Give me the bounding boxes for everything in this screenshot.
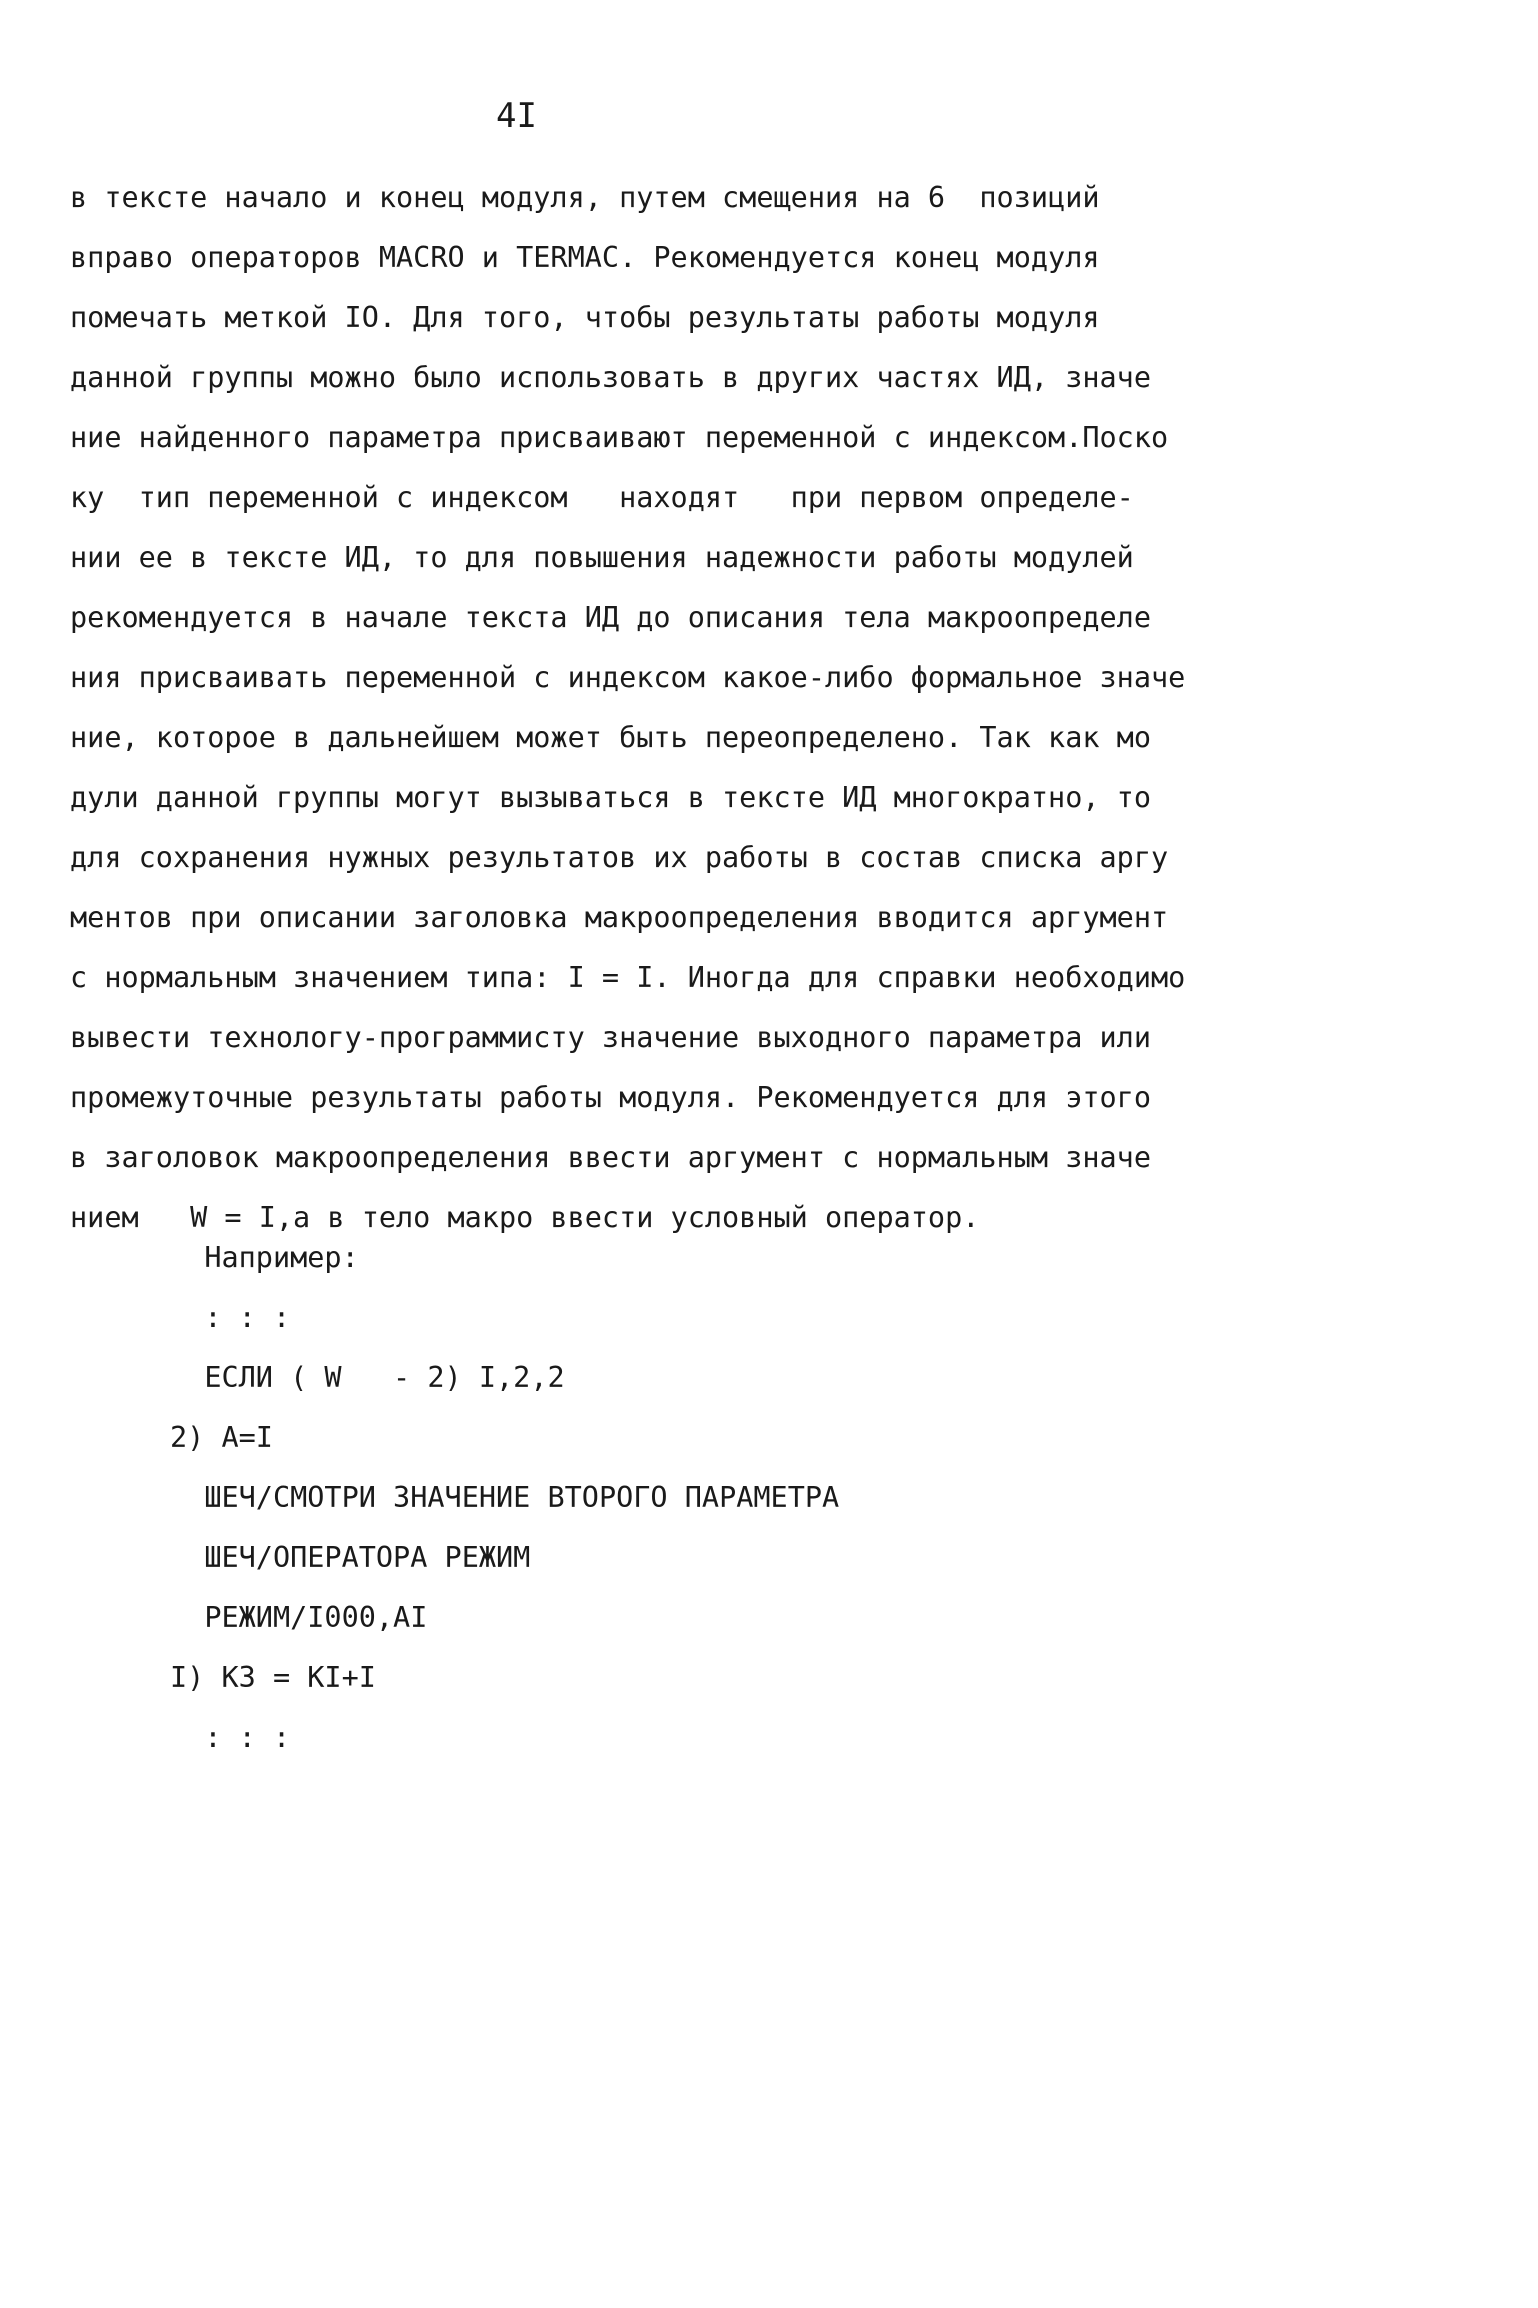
- text-line: с нормальным значением типа: I = I. Иногда для справки необходимо: [70, 961, 1186, 994]
- text-line: ние, которое в дальнейшем может быть переопределено. Так как мо: [70, 721, 1151, 754]
- text-line: дули данной группы могут вызываться в тексте ИД многократно, то: [70, 781, 1151, 814]
- code-line: РЕЖИМ/I000,AI: [170, 1601, 428, 1634]
- code-line: ШЕЧ/ОПЕРАТОРА РЕЖИМ: [170, 1541, 531, 1574]
- text-line: для сохранения нужных результатов их работы в состав списка аргу: [70, 841, 1169, 874]
- text-line: вправо операторов MACRO и TERMAC. Рекомендуется конец модуля: [70, 241, 1100, 274]
- code-line: : : :: [170, 1721, 291, 1754]
- text-line: вывести технологу-программисту значение выходного параметра или: [70, 1021, 1151, 1054]
- code-line: I) K3 = KI+I: [170, 1661, 376, 1694]
- code-example: [170, 1228, 1070, 1768]
- text-line: в заголовок макроопределения ввести аргумент с нормальным значе: [70, 1141, 1151, 1174]
- body-paragraph: [70, 168, 1270, 1248]
- text-line: промежуточные результаты работы модуля. Рекомендуется для этого: [70, 1081, 1151, 1114]
- text-line: рекомендуется в начале текста ИД до описания тела макроопределе: [70, 601, 1151, 634]
- text-line: данной группы можно было использовать в других частях ИД, значе: [70, 361, 1151, 394]
- page-number: 4I: [496, 96, 537, 136]
- text-line: нии ее в тексте ИД, то для повышения надежности работы модулей: [70, 541, 1134, 574]
- code-line: 2) A=I: [170, 1421, 273, 1454]
- text-line: ния присваивать переменной с индексом какое-либо формальное значе: [70, 661, 1186, 694]
- text-line: в тексте начало и конец модуля, путем смещения на 6 позиций: [70, 181, 1100, 214]
- text-line: нием W = I,а в тело макро ввести условный оператор.: [70, 1201, 980, 1234]
- code-line: ЕСЛИ ( W - 2) I,2,2: [170, 1361, 565, 1394]
- code-line: ШЕЧ/СМОТРИ ЗНАЧЕНИЕ ВТОРОГО ПАРАМЕТРА: [170, 1481, 840, 1514]
- text-line: ние найденного параметра присваивают переменной с индексом.Поско: [70, 421, 1169, 454]
- code-line: Например:: [170, 1241, 359, 1274]
- text-line: ку тип переменной с индексом находят при первом определе-: [70, 481, 1134, 514]
- text-line: помечать меткой IO. Для того, чтобы результаты работы модуля: [70, 301, 1100, 334]
- code-line: : : :: [170, 1301, 291, 1334]
- text-line: ментов при описании заголовка макроопределения вводится аргумент: [70, 901, 1169, 934]
